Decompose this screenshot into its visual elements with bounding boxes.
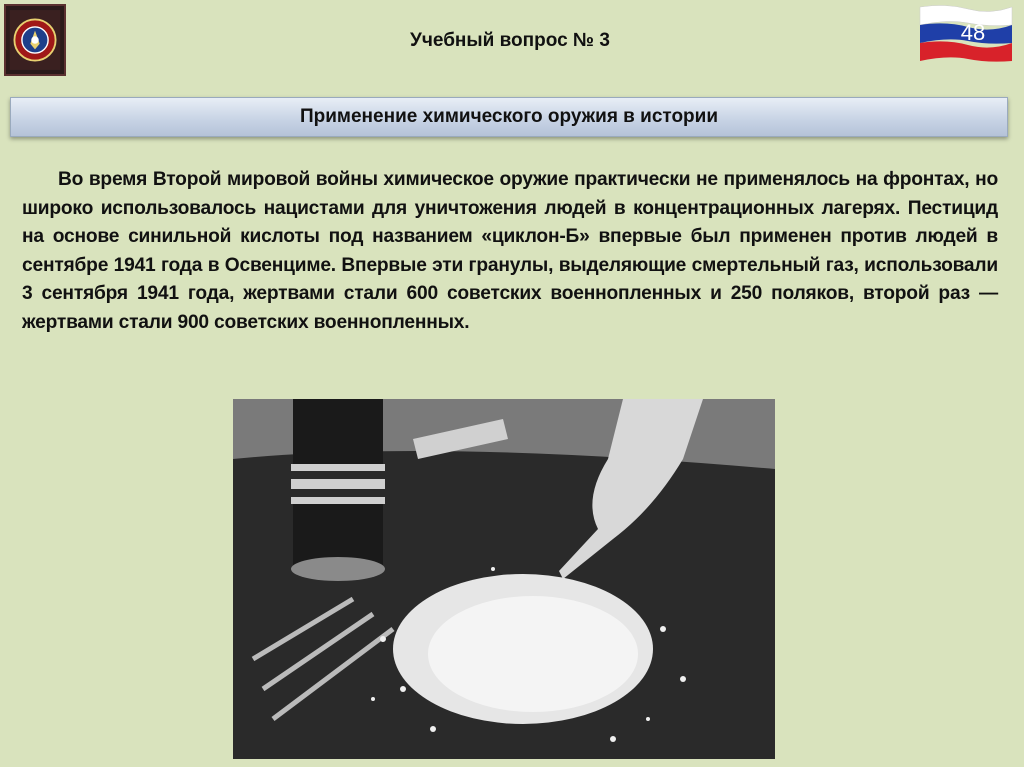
slide-title: Применение химического оружия в истории xyxy=(299,106,719,127)
emblem-icon xyxy=(4,4,66,76)
page-number: 48 xyxy=(960,20,986,45)
slide-title-bar xyxy=(10,97,1008,137)
body-paragraph: Во время Второй мировой войны химическое оружие практически не применялось на фронтах, но широко использовалось нацистами для уничтожения людей в концентрационных лагерях. Пестицид на основе синильной кислоты под названием «циклон-Б» впервые был применен против людей в сентябре 1941 года в Освенциме. Впервые эти гранулы, выделяющие смертельный газ, использовали 3 сентября 1941 года, жертвами стали 600 советских военнопленных и 250 поляков, второй раз — жертвами стали 900 советских военнопленных. xyxy=(22,169,998,333)
page-header-title: Учебный вопрос № 3 xyxy=(410,30,610,51)
historical-photo xyxy=(233,399,775,759)
